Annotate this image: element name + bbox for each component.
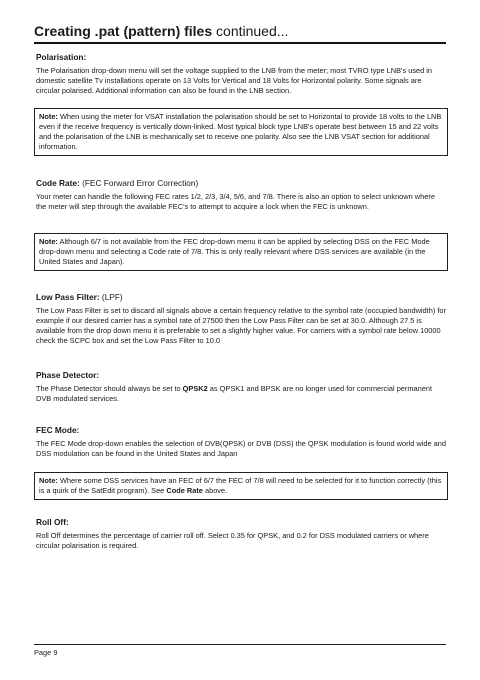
phase-body-after: as QPSK1 and BPSK are no longer used for commercial permanent DVB modulated services. [36,384,433,403]
roll-off-body: Roll Off determines the percentage of carrier roll off. Select 0.35 for QPSK, and 0.2 for DSS modulated carriers or where circular polarisation is required. [36,531,429,550]
header-title-rest: continued... [212,23,289,39]
note-text: Where some DSS services have an FEC of 6/7 the FEC of 7/8 will need to be selected for it to function correctly (this is a quirk of the SatEdit program). See [39,476,442,495]
fec-mode-note [34,472,448,500]
roll-off-section [36,517,446,551]
header-rule [34,42,446,44]
roll-off-heading: Roll Off: [36,517,69,527]
low-pass-heading [36,292,446,302]
phase-body-bold: QPSK2 [182,384,208,393]
phase-body [36,384,446,404]
phase-section [36,370,446,404]
polarisation-note [34,108,448,156]
low-pass-heading-suffix: (LPF) [99,292,123,302]
page-header [34,23,444,39]
polarisation-body: The Polarisation drop-down menu will set the voltage supplied to the LNB from the meter; most TVRO type LNB's used in domestic satellite Tv installations operate on 13 Volts for Vertical and 18 Volts for Horizontal polarity. Some signals are circular polarised. Additional information can also be found in the LNB section. [36,66,433,95]
phase-heading: Phase Detector: [36,370,100,380]
header-title-bold: Creating .pat (pattern) files [34,23,213,39]
note-text: Although 6/7 is not available from the FEC drop-down menu it can be applied by selecting DSS on the FEC Mode drop-down menu and selecting a Code rate of 7/8. This is only really relevant where DSS services are available (in the United States and Japan). [39,237,430,266]
polarisation-section [36,52,446,96]
page-number: Page 9 [34,648,58,657]
fec-mode-body: The FEC Mode drop-down enables the selection of DVB(QPSK) or DVB (DSS) the QPSK modulation is found world wide and DSS modulation can be found in the United States and Japan [36,439,446,458]
code-rate-note [34,233,448,271]
note-label: Note: [39,476,58,485]
code-rate-body: Your meter can handle the following FEC rates 1/2, 2/3, 3/4, 5/6, and 7/8. There is also an option to select unknown where the meter will step through the available FEC's to attempt to acquire a lock when the FEC is unknown. [36,192,435,211]
polarisation-heading: Polarisation: [36,52,87,62]
code-rate-section [36,178,446,212]
fec-mode-heading: FEC Mode: [36,425,80,435]
fec-mode-section [36,425,446,459]
note-after: above. [202,486,228,495]
footer-rule [34,644,446,645]
phase-body-before: The Phase Detector should always be set to [36,384,183,393]
note-label: Note: [39,112,58,121]
code-rate-heading-suffix: (FEC Forward Error Correction) [79,178,199,188]
low-pass-heading-label: Low Pass Filter: [36,292,100,302]
code-rate-heading-label: Code Rate: [36,178,80,188]
code-rate-heading [36,178,446,188]
note-bold: Code Rate [166,486,203,495]
low-pass-body: The Low Pass Filter is set to discard all signals above a certain frequency relative to the symbol rate (occupied bandwidth) for example if our desired carrier has a symbol rate of 27500 then the Low Pass Filter can be set at 30.0. Although 27.5 is available from the drop down menu it is preferable to set a slightly higher value. For carriers with a symbol rate below 10000 check the SCPC box and set the Low Pass Filter to 10.0 [36,306,446,345]
low-pass-section [36,292,446,346]
note-label: Note: [39,237,58,246]
note-text: When using the meter for VSAT installation the polarisation should be set to Horizontal to provide 18 volts to the LNB even if the receive frequency is vertically down-linked. Most typical block type LNB's operate best between 15 and 22 volts and the polarisation of the LNB is mechanically set to receive one polarity. Also see the LNB VSAT section for additional information. [39,112,442,151]
